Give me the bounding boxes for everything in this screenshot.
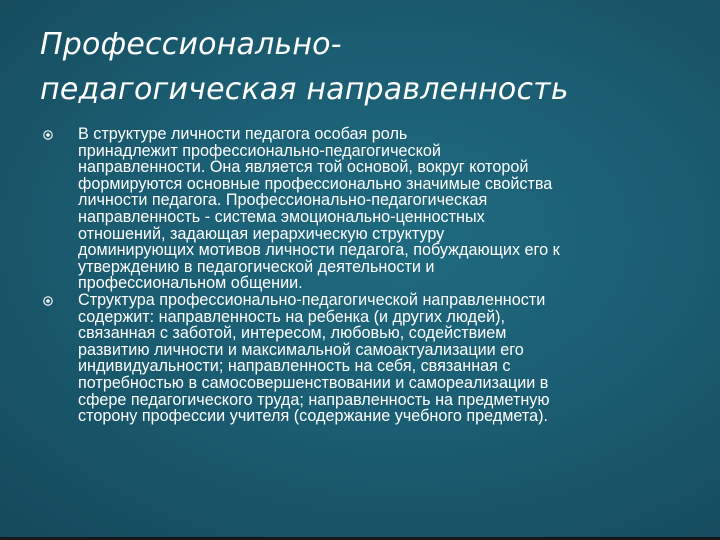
bullet-2-line-3: связанная с заботой, интересом, любовью, содействием bbox=[78, 324, 507, 343]
bullet-2-line-1: Структура профессионально-педагогической направленности bbox=[78, 290, 546, 309]
bullet-2-line-6: потребностью в самосовершенствовании и самореализации в bbox=[78, 373, 549, 392]
bullet-2-line-2: содержит: направленность на ребенка (и других людей), bbox=[78, 307, 506, 326]
bullet-1-line-3: направленности. Она является той основой, вокруг которой bbox=[78, 158, 529, 177]
bullet-item-1 bbox=[40, 126, 652, 292]
bullet-1-line-7: отношений, задающая иерархическую структуру bbox=[78, 224, 445, 243]
slide-content bbox=[40, 126, 652, 425]
bullet-1-line-6: направленность - система эмоционально-ценностных bbox=[78, 207, 485, 226]
bullet-2-line-4: развитию личности и максимальной самоактуализации его bbox=[78, 340, 524, 359]
slide-title bbox=[40, 22, 700, 112]
slide-title-line-1: Профессионально- bbox=[40, 27, 342, 62]
bullet-item-2 bbox=[40, 292, 652, 425]
slide-title-line-2: педагогическая направленность bbox=[40, 72, 569, 107]
bullet-1-line-5: личности педагога. Профессионально-педагогическая bbox=[78, 191, 488, 210]
bullet-2-line-5: индивидуальности; направленность на себя, связанная с bbox=[78, 357, 511, 376]
bullet-1-line-4: формируются основные профессионально значимые свойства bbox=[78, 174, 553, 193]
target-bullet-icon bbox=[43, 296, 53, 306]
bullet-1-line-1: В структуре личности педагога особая роль bbox=[78, 125, 408, 143]
bullet-1-line-9: утверждению в педагогической деятельности и bbox=[78, 257, 435, 276]
bullet-1-line-10: профессиональном общении. bbox=[78, 274, 303, 293]
target-bullet-icon bbox=[43, 130, 53, 140]
bullet-2-line-7: сфере педагогического труда; направленность на предметную bbox=[78, 390, 550, 409]
bullet-2-line-8: сторону профессии учителя (содержание учебного предмета). bbox=[78, 407, 548, 426]
bullet-1-line-2: принадлежит профессионально-педагогической bbox=[78, 141, 441, 160]
bullet-1-line-8: доминирующих мотивов личности педагога, побуждающих его к bbox=[78, 241, 560, 260]
